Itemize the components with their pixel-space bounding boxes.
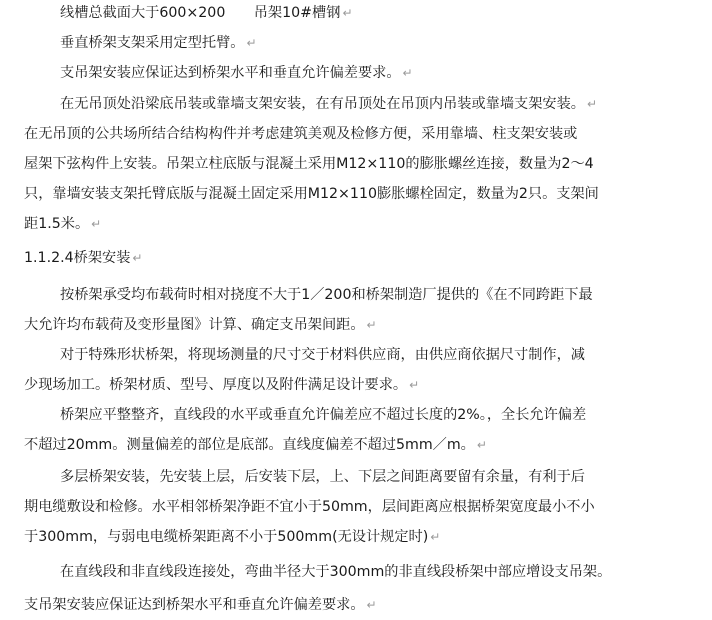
line-text: 大允许均布载荷及变形量图》计算、确定支吊架间距。 xyxy=(24,317,365,333)
heading-text: 1.1.2.4桥架安装 xyxy=(24,250,131,266)
line-text: 按桥架承受均布载荷时相对挠度不大于1／200和桥架制造厂提供的《在不同跨距下最 xyxy=(60,287,593,303)
paragraph-mark-icon: ↵ xyxy=(586,97,598,111)
line-text: 支吊架安装应保证达到桥架水平和垂直允许偏差要求。 xyxy=(60,65,401,81)
line-text: 桥架应平整整齐，直线段的水平或垂直允许偏差应不超过长度的2%。，全长允许偏差 xyxy=(60,407,587,423)
paragraph-line xyxy=(0,33,712,55)
line-text: 在直线段和非直线段连接处，弯曲半径大于300mm的非直线段桥架中部应增设支吊架。 xyxy=(60,564,612,580)
line-text: 不超过20mm。测量偏差的部位是底部。直线度偏差不超过5mm／m。 xyxy=(24,437,475,453)
line-text: 期电缆敷设和检修。水平相邻桥架净距不宜小于50mm，层间距离应根据桥架宽度最小不小 xyxy=(24,499,595,515)
paragraph-line xyxy=(0,315,712,337)
paragraph-line xyxy=(0,285,712,307)
paragraph-line xyxy=(0,435,712,457)
paragraph-line xyxy=(0,214,712,236)
line-text: 对于特殊形状桥架，将现场测量的尺寸交于材料供应商，由供应商依据尺寸制作，减 xyxy=(60,347,585,363)
paragraph-mark-icon: ↵ xyxy=(91,217,102,231)
paragraph-line xyxy=(0,467,712,489)
paragraph-mark-icon: ↵ xyxy=(402,66,413,80)
paragraph-line xyxy=(0,497,712,519)
paragraph-line xyxy=(0,527,712,549)
paragraph-line xyxy=(0,154,712,176)
paragraph-line xyxy=(0,562,712,584)
paragraph-line xyxy=(0,63,712,85)
line-text: 屋架下弦构件上安装。吊架立柱底版与混凝土采用M12×110的膨胀螺丝连接，数量为2～4 xyxy=(24,156,594,172)
paragraph-line xyxy=(0,3,712,25)
line-text: 支吊架安装应保证达到桥架水平和垂直允许偏差要求。 xyxy=(24,597,365,613)
paragraph-line xyxy=(0,94,712,116)
line-text: 在无吊顶处沿梁底吊装或靠墙支架安装，在有吊顶处在吊顶内吊装或靠墙支架安装。 xyxy=(60,96,585,112)
paragraph-line xyxy=(0,345,712,367)
paragraph-mark-icon: ↵ xyxy=(409,378,420,392)
line-text: 于300mm，与弱电电缆桥架距离不小于500mm(无设计规定时) xyxy=(24,529,429,545)
line-text: 少现场加工。桥架材质、型号、厚度以及附件满足设计要求。 xyxy=(24,377,408,393)
paragraph-line xyxy=(0,595,712,617)
paragraph-line xyxy=(0,405,712,427)
line-text: 垂直桥架支架采用定型托臂。 xyxy=(60,35,245,51)
line-text: 线槽总截面大于600×200 吊架10#槽钢 xyxy=(60,5,341,21)
paragraph-line xyxy=(0,184,712,206)
paragraph-mark-icon: ↵ xyxy=(476,438,487,452)
paragraph-mark-icon: ↵ xyxy=(366,318,377,332)
line-text: 距1.5米。 xyxy=(24,216,90,232)
paragraph-mark-icon: ↵ xyxy=(342,6,353,20)
paragraph-mark-icon: ↵ xyxy=(366,598,377,612)
line-text: 只，靠墙安装支架托臂底版与混凝土固定采用M12×110膨胀螺栓固定，数量为2只。支架间 xyxy=(24,186,599,202)
line-text: 多层桥架安装，先安装上层，后安装下层，上、下层之间距离要留有余量，有利于后 xyxy=(60,469,585,485)
paragraph-line xyxy=(0,375,712,397)
line-text: 在无吊顶的公共场所结合结构构件并考虑建筑美观及检修方便，采用靠墙、柱支架安装或 xyxy=(24,126,578,142)
paragraph-mark-icon: ↵ xyxy=(430,530,441,544)
paragraph-mark-icon: ↵ xyxy=(246,36,257,50)
paragraph-line xyxy=(0,124,712,146)
section-heading xyxy=(0,248,712,270)
paragraph-mark-icon: ↵ xyxy=(132,251,143,265)
